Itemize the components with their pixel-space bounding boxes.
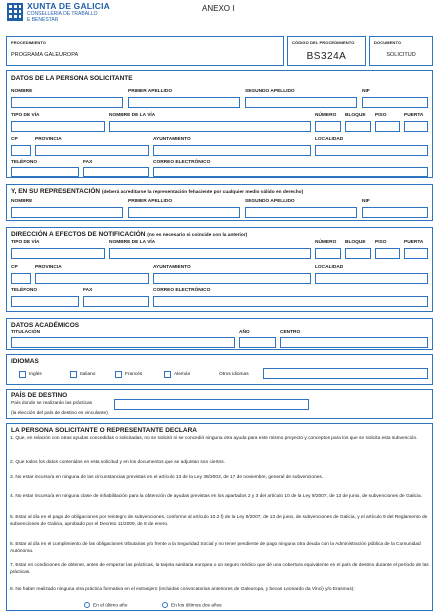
- label-n-telefono: TELÉFONO: [11, 288, 38, 293]
- aleman-label: Alemán: [174, 372, 191, 377]
- label-tipo-via: TIPO DE VÍA: [11, 113, 40, 118]
- n-tipo-via-field[interactable]: [11, 248, 105, 259]
- radio-last-year-circle[interactable]: [84, 602, 90, 608]
- anio-field[interactable]: [239, 337, 276, 348]
- rep-apellido2-field[interactable]: [245, 207, 357, 218]
- section-title-rep: [11, 188, 303, 195]
- destination-section: [6, 389, 433, 419]
- label-telefono: TELÉFONO: [11, 160, 38, 165]
- italiano-checkbox[interactable]: [70, 371, 77, 378]
- procedure-value: PROGRAMA GALEUROPA: [11, 52, 79, 58]
- n-localidad-field[interactable]: [315, 273, 428, 284]
- languages-title: IDIOMAS: [11, 358, 39, 365]
- label-n-cp: CP: [11, 265, 18, 270]
- n-telefono-field[interactable]: [11, 296, 79, 307]
- declaration-item-4: 4. No estar incurso/a en ninguna clase de inhabilitación para la obtención de ayudas previstas en los apartados 2 y 3 del artículo 10 de la Ley 9/2007, de 13 de junio, de subvenciones de Galicia.: [10, 494, 423, 499]
- fax-field[interactable]: [83, 167, 149, 177]
- rep-nif-field[interactable]: [362, 207, 428, 218]
- declaration-title: LA PERSONA SOLICITANTE O REPRESENTANTE DECLARA: [11, 427, 197, 434]
- label-email: CORREO ELECTRÓNICO: [153, 160, 211, 165]
- n-nombre-via-field[interactable]: [109, 248, 311, 259]
- destination-title: PAÍS DE DESTINO: [11, 392, 68, 399]
- declaration-item-7: 7. Estar en condiciones de obtener, antes de empezar las prácticas, la tarjeta sanitaria europea o un seguro médico que dé una cobertura equivalente en el país de destino durante el período de las prácticas.: [10, 563, 429, 575]
- languages-section: [6, 354, 433, 385]
- frances-label: Francés: [125, 372, 143, 377]
- label-rep-nombre: NOMBRE: [11, 199, 33, 204]
- rep-note: (deberá acreditarse la representación fehaciente por cualquier medio válido en derecho): [101, 190, 304, 195]
- frances-checkbox[interactable]: [115, 371, 122, 378]
- label-puerta: PUERTA: [404, 113, 424, 118]
- radio-last-year[interactable]: [84, 602, 127, 608]
- otros-idiomas-label: Otros idiomas: [219, 372, 249, 377]
- procedure-code-label: CÓDIGO DEL PROCEDIMIENTO: [292, 40, 355, 45]
- label-apellido1: PRIMER APELLIDO: [128, 89, 173, 94]
- declaration-item-1: 1. Que, en relación con otras ayudas concedidas o solicitadas, no se solicitó ni se concedió ninguna otra ayuda para este mismo proyecto y conceptos para los que se solicita esta subvención.: [10, 436, 418, 441]
- academic-title: DATOS ACADÉMICOS: [11, 322, 80, 329]
- applicant-section: [6, 70, 433, 178]
- declaration-item-3: 3. No estar incurso/a en ninguna de las circunstancias previstas en el artículo 13 de la Ley 38/2003, de 17 de noviembre, general de subvenciones.: [10, 475, 324, 480]
- label-n-provincia: PROVINCIA: [35, 265, 62, 270]
- declaration-item-5: 5. Estar al día en el pago de obligaciones por reintegro de subvenciones, conforme al artículo 10.2.f) de la Ley 9/2007, de 13 de junio, de subvenciones de Galicia, y el artículo 9 del Reglamento de subvenciones de Galicia, aprobado por el Decreto 11/2009, de 8 de enero.: [10, 515, 428, 527]
- label-n-puerta: PUERTA: [404, 240, 424, 245]
- label-ayuntamiento: AYUNTAMIENTO: [153, 137, 191, 142]
- notif-title: DIRECCIÓN A EFECTOS DE NOTIFICACIÓN: [11, 231, 146, 238]
- label-fax: FAX: [83, 160, 93, 165]
- n-ayuntamiento-field[interactable]: [153, 273, 311, 284]
- label-piso: PISO: [375, 113, 387, 118]
- tipo-via-field[interactable]: [11, 121, 105, 132]
- label-anio: AÑO: [239, 330, 250, 335]
- page-header: [0, 0, 439, 34]
- localidad-field[interactable]: [315, 145, 428, 156]
- titulacion-field[interactable]: [11, 337, 235, 348]
- document-value: SOLICITUD: [386, 52, 416, 58]
- otros-idiomas-field[interactable]: [263, 368, 428, 379]
- label-apellido2: SEGUNDO APELLIDO: [245, 89, 295, 94]
- apellido2-field[interactable]: [245, 97, 357, 108]
- nombre-field[interactable]: [11, 97, 123, 108]
- academic-section: [6, 318, 433, 350]
- rep-title: Y, EN SU REPRESENTACIÓN: [11, 188, 101, 195]
- rep-apellido1-field[interactable]: [128, 207, 240, 218]
- label-nombre: NOMBRE: [11, 89, 33, 94]
- department-line-1: CONSELLERÍA DE TRABALLO: [27, 11, 98, 17]
- numero-field[interactable]: [315, 121, 341, 132]
- n-cp-field[interactable]: [11, 273, 31, 284]
- declaration-item-2: 2. Que todos los datos contenidos en esta solicitud y en los documentos que se adjuntan son ciertos.: [10, 460, 225, 465]
- ayuntamiento-field[interactable]: [153, 145, 311, 156]
- label-n-localidad: LOCALIDAD: [315, 265, 344, 270]
- procedure-code-cell: [287, 36, 366, 66]
- nombre-via-field[interactable]: [109, 121, 311, 132]
- label-provincia: PROVINCIA: [35, 137, 62, 142]
- annex-title: ANEXO I: [202, 4, 235, 13]
- label-n-email: CORREO ELECTRÓNICO: [153, 288, 211, 293]
- label-n-bloque: BLOQUE: [345, 240, 366, 245]
- n-puerta-field[interactable]: [404, 248, 428, 259]
- destination-note: (la elección del país de destino es vinculante): [11, 411, 108, 416]
- label-n-ayuntamiento: AYUNTAMIENTO: [153, 265, 191, 270]
- n-email-field[interactable]: [153, 296, 428, 307]
- label-localidad: LOCALIDAD: [315, 137, 344, 142]
- department-line-2: E BENESTAR: [27, 17, 59, 23]
- label-n-nombre-via: NOMBRE DE LA VÍA: [109, 240, 156, 245]
- bloque-field[interactable]: [345, 121, 371, 132]
- cp-field[interactable]: [11, 145, 31, 156]
- rep-nombre-field[interactable]: [11, 207, 123, 218]
- nif-field[interactable]: [362, 97, 428, 108]
- label-cp: CP: [11, 137, 18, 142]
- label-numero: NÚMERO: [315, 113, 337, 118]
- n-numero-field[interactable]: [315, 248, 341, 259]
- centro-field[interactable]: [280, 337, 428, 348]
- department-name: [27, 11, 98, 23]
- radio-last-two-years-label: En los últimos dos años: [171, 603, 222, 609]
- radio-last-year-label: En el último año: [93, 603, 128, 609]
- email-field[interactable]: [153, 167, 428, 177]
- label-n-tipo-via: TIPO DE VÍA: [11, 240, 40, 245]
- notif-note: (no es necesario si coincide con la anterior): [147, 233, 248, 238]
- destination-prompt: País donde se realizarán las prácticas: [11, 401, 93, 406]
- label-rep-nif: NIF: [362, 199, 370, 204]
- document-label: DOCUMENTO: [374, 40, 402, 45]
- n-provincia-field[interactable]: [35, 273, 149, 284]
- apellido1-field[interactable]: [128, 97, 240, 108]
- italiano-label: Italiano: [80, 372, 96, 377]
- procedure-cell: [6, 36, 284, 66]
- aleman-checkbox[interactable]: [164, 371, 171, 378]
- puerta-field[interactable]: [404, 121, 428, 132]
- section-title-notif: [11, 231, 247, 238]
- representative-section: [6, 184, 433, 221]
- xunta-logo-icon: [6, 2, 24, 22]
- radio-last-two-years[interactable]: [162, 602, 222, 608]
- declaration-item-8: 8. No haber realizado ninguna otra práctica formativa en el extranjero (incluidas convocatorias anteriores de Galeuropa, y becas Leonardo da Vinci) y/o Erasmus):: [10, 587, 355, 592]
- telefono-field[interactable]: [11, 167, 79, 177]
- ingles-checkbox[interactable]: [19, 371, 26, 378]
- label-centro: CENTRO: [280, 330, 301, 335]
- label-n-fax: FAX: [83, 288, 93, 293]
- label-nombre-via: NOMBRE DE LA VÍA: [109, 113, 156, 118]
- document-cell: [369, 36, 433, 66]
- procedure-label: PROCEDIMIENTO: [11, 40, 47, 45]
- ingles-label: Inglés: [29, 372, 42, 377]
- n-bloque-field[interactable]: [345, 248, 371, 259]
- declaration-item-6: 6. Estar al día en el cumplimiento de las obligaciones tributarias y/o frente a la Seguridad Social y no tener pendiente de pago ninguna otra deuda con la Administración pública de la Comunidad Autónoma.: [10, 542, 421, 554]
- label-rep-apellido1: PRIMER APELLIDO: [128, 199, 173, 204]
- n-piso-field[interactable]: [375, 248, 400, 259]
- label-n-piso: PISO: [375, 240, 387, 245]
- section-title: DATOS DE LA PERSONA SOLICITANTE: [11, 75, 133, 82]
- procedure-code: BS324A: [306, 51, 347, 62]
- procedure-row: [6, 36, 433, 66]
- notification-section: [6, 227, 433, 312]
- label-bloque: BLOQUE: [345, 113, 366, 118]
- label-rep-apellido2: SEGUNDO APELLIDO: [245, 199, 295, 204]
- provincia-field[interactable]: [35, 145, 149, 156]
- n-fax-field[interactable]: [83, 296, 149, 307]
- label-titulacion: TITULACIÓN: [11, 330, 41, 335]
- destination-field[interactable]: [114, 399, 309, 410]
- label-n-numero: NÚMERO: [315, 240, 337, 245]
- radio-last-two-years-circle[interactable]: [162, 602, 168, 608]
- brand-name: XUNTA DE GALICIA: [27, 1, 111, 11]
- label-nif: NIF: [362, 89, 370, 94]
- piso-field[interactable]: [375, 121, 400, 132]
